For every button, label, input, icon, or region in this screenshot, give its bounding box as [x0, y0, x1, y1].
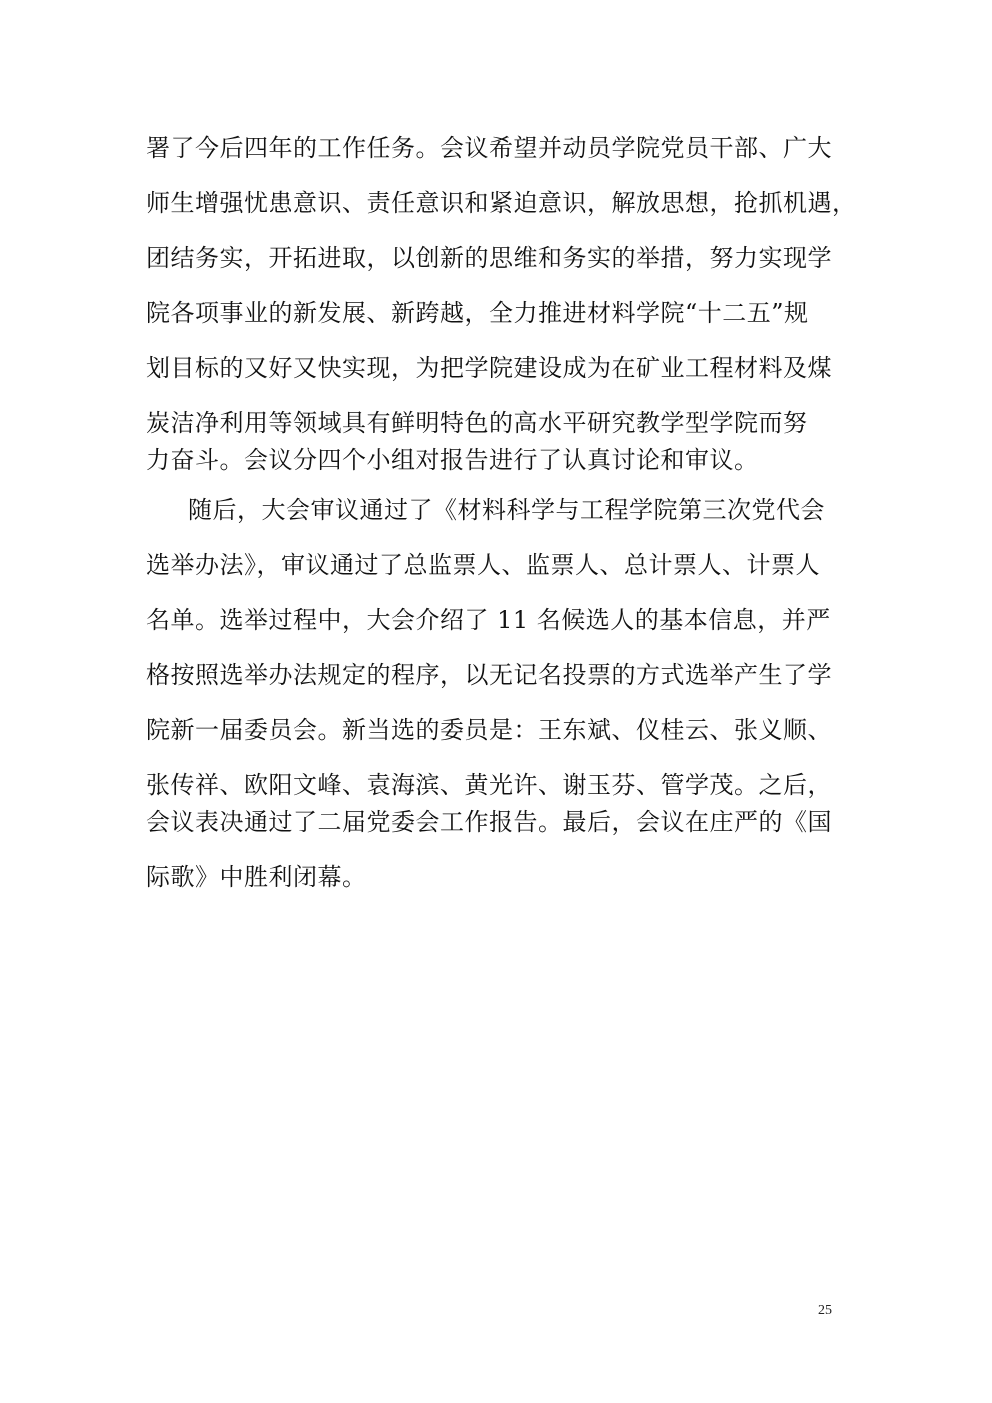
- paragraph-2-line-7: 会议表决通过了二届党委会工作报告。最后，会议在庄严的《国: [146, 808, 832, 836]
- page-number: 25: [818, 1303, 832, 1318]
- paragraph-1-line-5: 划目标的又好又快实现，为把学院建设成为在矿业工程材料及煤: [146, 354, 832, 382]
- paragraph-2-line-2: 选举办法》，审议通过了总监票人、监票人、总计票人、计票人: [146, 551, 820, 579]
- paragraph-2-line-6: 张传祥、欧阳文峰、袁海滨、黄光许、谢玉芬、管学茂。之后，: [146, 771, 832, 799]
- paragraph-2-line-5: 院新一届委员会。新当选的委员是：王东斌、仪桂云、张义顺、: [146, 716, 832, 744]
- paragraph-1-line-6: 炭洁净利用等领域具有鲜明特色的高水平研究教学型学院而努: [146, 409, 808, 437]
- paragraph-2-line-4: 格按照选举办法规定的程序，以无记名投票的方式选举产生了学: [146, 661, 832, 689]
- paragraph-2-line-3: 名单。选举过程中，大会介绍了 11 名候选人的基本信息，并严: [146, 606, 831, 634]
- paragraph-1-line-1: 署了今后四年的工作任务。会议希望并动员学院党员干部、广大: [146, 134, 832, 162]
- paragraph-1-line-3: 团结务实，开拓进取，以创新的思维和务实的举措，努力实现学: [146, 244, 832, 272]
- paragraph-1-line-7: 力奋斗。会议分四个小组对报告进行了认真讨论和审议。: [146, 446, 759, 474]
- paragraph-2-line-8: 际歌》中胜利闭幕。: [146, 863, 367, 891]
- paragraph-2-line-1: 随后，大会审议通过了《材料科学与工程学院第三次党代会: [188, 496, 825, 524]
- paragraph-1-line-4: 院各项事业的新发展、新跨越，全力推进材料学院“十二五”规: [146, 299, 809, 327]
- paragraph-1-line-2: 师生增强忧患意识、责任意识和紧迫意识，解放思想，抢抓机遇，: [146, 189, 857, 217]
